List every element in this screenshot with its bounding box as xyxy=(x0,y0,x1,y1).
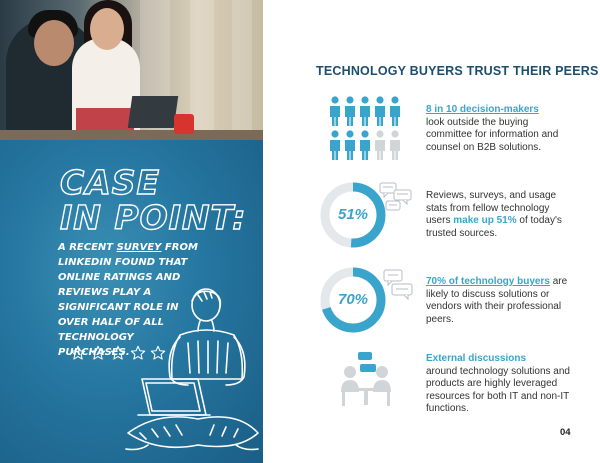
section-title: TECHNOLOGY BUYERS TRUST THEIR PEERS xyxy=(316,64,599,78)
stat-4-highlight: External discussions xyxy=(426,353,527,364)
stat-2-body-end: of today's trusted sources. xyxy=(426,215,562,239)
person-highlighted-icon xyxy=(390,96,400,126)
stat-1-body: look outside the buying committee for information and counsel on B2B solutions. xyxy=(426,116,559,153)
meeting-discussion-icon xyxy=(338,348,394,408)
person-highlighted-icon xyxy=(345,130,355,160)
stat-4-text xyxy=(426,353,576,416)
star-icon xyxy=(70,345,86,361)
stat-3-highlight: 70% of technology buyers xyxy=(426,276,550,287)
case-title-line-2: IN POINT: xyxy=(60,198,247,237)
stat-1-highlight: 8 in 10 decision-makers xyxy=(426,104,539,115)
stat-4-body: around technology solutions and products are highly leveraged resources for both IT and non-IT functions. xyxy=(426,365,570,414)
donut-70-label: 70% xyxy=(337,291,369,308)
survey-link[interactable]: SURVEY xyxy=(116,242,162,253)
case-in-point-heading xyxy=(60,165,260,235)
case-body-start: A RECENT xyxy=(58,242,117,253)
speech-bubbles-icon xyxy=(380,268,416,302)
star-icon xyxy=(90,345,106,361)
person-icon xyxy=(375,130,385,160)
stat-3-body: are likely to discuss solutions or vendors with their professional peers. xyxy=(426,276,568,325)
person-highlighted-icon xyxy=(330,130,340,160)
stat-2-body-start: Reviews, surveys, and usage stats from fellow technology users xyxy=(426,190,557,226)
case-in-point-panel xyxy=(0,0,263,463)
person-highlighted-icon xyxy=(360,130,370,160)
person-highlighted-icon xyxy=(375,96,385,126)
page-number: 04 xyxy=(560,427,571,438)
chat-bubbles-icon xyxy=(378,180,414,214)
office-photo xyxy=(0,0,263,140)
donut-51-label: 51% xyxy=(337,206,369,223)
person-highlighted-icon xyxy=(360,96,370,126)
stat-3-text xyxy=(426,276,576,326)
stat-1-text xyxy=(426,104,576,154)
person-highlighted-icon xyxy=(345,96,355,126)
case-title-line-1: CASE xyxy=(60,163,161,202)
person-with-laptop-sketch-icon xyxy=(118,283,263,458)
person-highlighted-icon xyxy=(330,96,340,126)
person-icon xyxy=(390,130,400,160)
case-body-end: FROM LINKEDIN FOUND THAT ONLINE RATINGS AND REVIEWS PLAY A SIGNIFICANT ROLE IN OVER HALF OF ALL TECHNOLOGY PURCHASES. xyxy=(58,242,198,358)
stat-2-text xyxy=(426,190,576,240)
stat-2-highlight: make up 51% xyxy=(453,215,517,226)
people-icon-grid xyxy=(328,96,404,160)
